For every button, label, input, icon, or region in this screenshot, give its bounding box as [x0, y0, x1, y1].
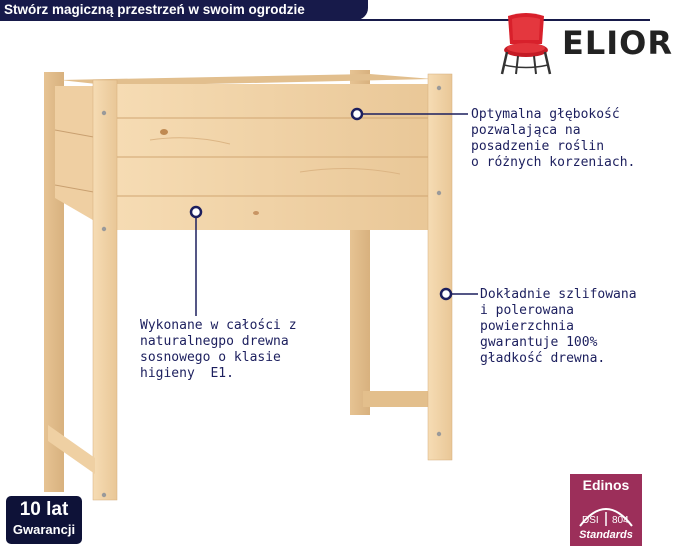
brand-name: ELIOR: [562, 24, 673, 62]
header-title: Stwórz magiczną przestrzeń w swoim ogrodzie: [4, 2, 305, 17]
front-left-leg: [93, 80, 117, 500]
certificate-badge: [570, 474, 642, 546]
warranty-label: Gwarancji: [12, 522, 76, 537]
certificate-brand: Edinos: [582, 477, 630, 493]
front-right-leg: [428, 74, 452, 460]
warranty-years: 10 lat: [19, 499, 69, 520]
header-banner: [0, 0, 368, 20]
callout-surface-marker: [441, 289, 478, 299]
callout-depth-text: Optymalna głębokość pozwalająca na posadzenie roślin o różnych korzeniach.: [471, 107, 636, 170]
warranty-badge: [6, 496, 82, 544]
certificate-dsi: DSI: [582, 515, 599, 526]
certificate-number: 804: [612, 515, 629, 526]
certificate-standards: Standards: [579, 529, 633, 541]
callout-material-text: Wykonane w całości z naturalnegpo drewna sosnowego o klasie higieny E1.: [140, 318, 297, 381]
back-crossbar: [363, 391, 433, 407]
callout-surface-text: Dokładnie szlifowana i polerowana powierzchnia gwarantuje 100% gładkość drewna.: [480, 287, 637, 366]
